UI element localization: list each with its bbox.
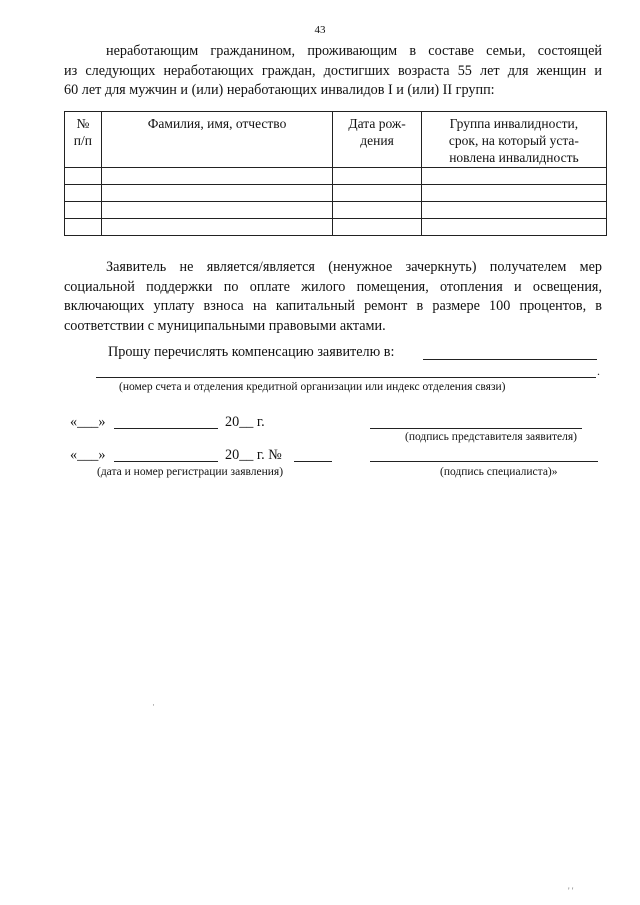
specialist-caption: (подпись специалиста)»	[440, 466, 558, 478]
persons-table	[64, 111, 607, 236]
transfer-caption: (номер счета и отделения кредитной организации или индекс отделения связи)	[119, 381, 506, 393]
table-cell[interactable]	[333, 202, 422, 219]
header-dob-line-2: дения	[360, 133, 394, 148]
header-group-line-3: новлена инвалидность	[449, 150, 579, 165]
applicant-line-4: соответствии с муниципальными правовыми актами.	[64, 317, 386, 334]
applicant-line-3: включающих уплату взноса на капитальный ремонт в размере 100 процентов, в	[64, 298, 602, 314]
intro-line-1: неработающим гражданином, проживающим в составе семьи, состоящей	[106, 43, 602, 59]
specialist-signature-line[interactable]	[370, 461, 598, 462]
date2-day: «___»	[70, 447, 106, 463]
date2-month-line[interactable]	[114, 461, 218, 462]
table-cell[interactable]	[101, 202, 333, 219]
intro-line-3: 60 лет для мужчин и (или) неработающих инвалидов I и (или) II групп:	[64, 82, 495, 98]
table-cell[interactable]	[421, 219, 606, 236]
date2-year-number: 20__ г. №	[225, 447, 282, 463]
intro-line-2: из следующих неработающих граждан, достигших возраста 55 лет для женщин и	[64, 62, 602, 79]
table-cell[interactable]	[101, 168, 333, 185]
registration-number-line[interactable]	[294, 461, 332, 462]
applicant-line-2: социальной поддержки по оплате жилого помещения, отопления и освещения,	[64, 278, 602, 295]
table-cell[interactable]	[333, 219, 422, 236]
header-name: Фамилия, имя, отчество	[101, 112, 333, 168]
table-cell[interactable]	[421, 202, 606, 219]
scan-edge-mark: ' '	[568, 886, 574, 896]
table-cell[interactable]	[333, 168, 422, 185]
table-cell[interactable]	[65, 185, 102, 202]
page-number: 43	[314, 24, 326, 36]
header-dob-line-1: Дата рож-	[348, 116, 406, 131]
header-num	[65, 112, 102, 168]
header-num-line-2: п/п	[73, 133, 92, 148]
header-num-line-1: №	[76, 116, 90, 131]
table-cell[interactable]	[65, 202, 102, 219]
table-row	[65, 168, 607, 185]
date1-year: 20__ г.	[225, 414, 265, 430]
representative-signature-line[interactable]	[370, 428, 582, 429]
scan-speck-mark: ·	[152, 700, 155, 710]
intro-paragraph	[64, 42, 602, 101]
header-group-line-1: Группа инвалидности,	[449, 116, 579, 131]
table-cell[interactable]	[101, 219, 333, 236]
table-row	[65, 185, 607, 202]
table-cell[interactable]	[421, 185, 606, 202]
registration-caption: (дата и номер регистрации заявления)	[97, 466, 284, 478]
applicant-line-1: Заявитель не является/является (ненужное зачеркнуть) получателем мер	[106, 259, 602, 275]
table-header-row	[65, 112, 607, 168]
table-cell[interactable]	[65, 168, 102, 185]
transfer-account-line-2[interactable]	[96, 377, 596, 378]
table-cell[interactable]	[65, 219, 102, 236]
table-row	[65, 202, 607, 219]
transfer-line-end: .	[597, 364, 600, 378]
header-group	[421, 112, 606, 168]
transfer-request: Прошу перечислять компенсацию заявителю в:	[108, 344, 395, 360]
header-dob	[333, 112, 422, 168]
transfer-account-line[interactable]	[423, 359, 597, 360]
table-cell[interactable]	[421, 168, 606, 185]
table-cell[interactable]	[101, 185, 333, 202]
header-group-line-2: срок, на который уста-	[448, 133, 579, 148]
table-row	[65, 219, 607, 236]
date1-month-line[interactable]	[114, 428, 218, 429]
applicant-paragraph	[64, 258, 602, 336]
representative-caption: (подпись представителя заявителя)	[405, 431, 577, 443]
table-cell[interactable]	[333, 185, 422, 202]
date1-day: «___»	[70, 414, 106, 430]
